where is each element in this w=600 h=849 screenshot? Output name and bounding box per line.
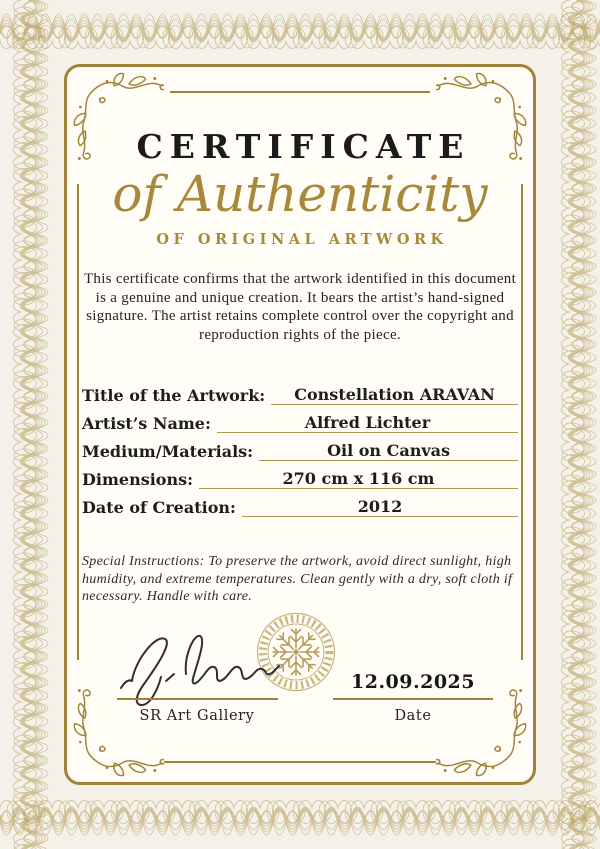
- field-label: Title of the Artwork:: [82, 386, 266, 405]
- certificate-title: CERTIFICATE: [136, 127, 471, 166]
- date-line: [333, 698, 493, 700]
- field-row: [82, 413, 518, 433]
- certificate-panel: [64, 64, 536, 785]
- date-value: 12.09.2025: [351, 671, 475, 693]
- date-label: Date: [394, 708, 432, 724]
- field-label: Medium/Materials:: [82, 442, 254, 461]
- field-label: Dimensions:: [82, 470, 193, 489]
- signature-label: SR Art Gallery: [139, 708, 255, 724]
- inner-rule-left: [77, 184, 79, 660]
- signature-line: [117, 698, 278, 700]
- inner-rule-top: [170, 91, 430, 93]
- certificate-subtitle-caps: OF ORIGINAL ARTWORK: [156, 231, 448, 248]
- field-value: Oil on Canvas: [259, 441, 518, 461]
- field-row: [82, 469, 518, 489]
- signature-graphic: [113, 616, 288, 711]
- special-instructions-text: Special Instructions: To preserve the artwork, avoid direct sunlight, high humidity, and extreme temperatures. Clean gently with a dry, soft cloth if necessary. Handle with care.: [82, 554, 513, 604]
- field-row: [82, 441, 518, 461]
- certificate-subtitle-script: of Authenticity: [112, 165, 488, 223]
- field-value: Alfred Lichter: [217, 413, 518, 433]
- certificate-intro-text: This certificate confirms that the artwork identified in this document is a genuine and unique creation. It bears the artist’s hand-signed signature. The artist retains complete control over the copyright and reproduction rights of the piece.: [83, 271, 517, 343]
- field-label: Date of Creation:: [82, 498, 236, 517]
- field-row: [82, 497, 518, 517]
- field-value: 2012: [242, 497, 518, 517]
- field-value: Constellation ARAVAN: [271, 385, 518, 405]
- field-label: Artist’s Name:: [82, 414, 211, 433]
- inner-rule-bottom: [164, 761, 436, 763]
- artwork-fields: [82, 385, 518, 525]
- field-row: [82, 385, 518, 405]
- field-value: 270 cm x 116 cm: [199, 469, 518, 489]
